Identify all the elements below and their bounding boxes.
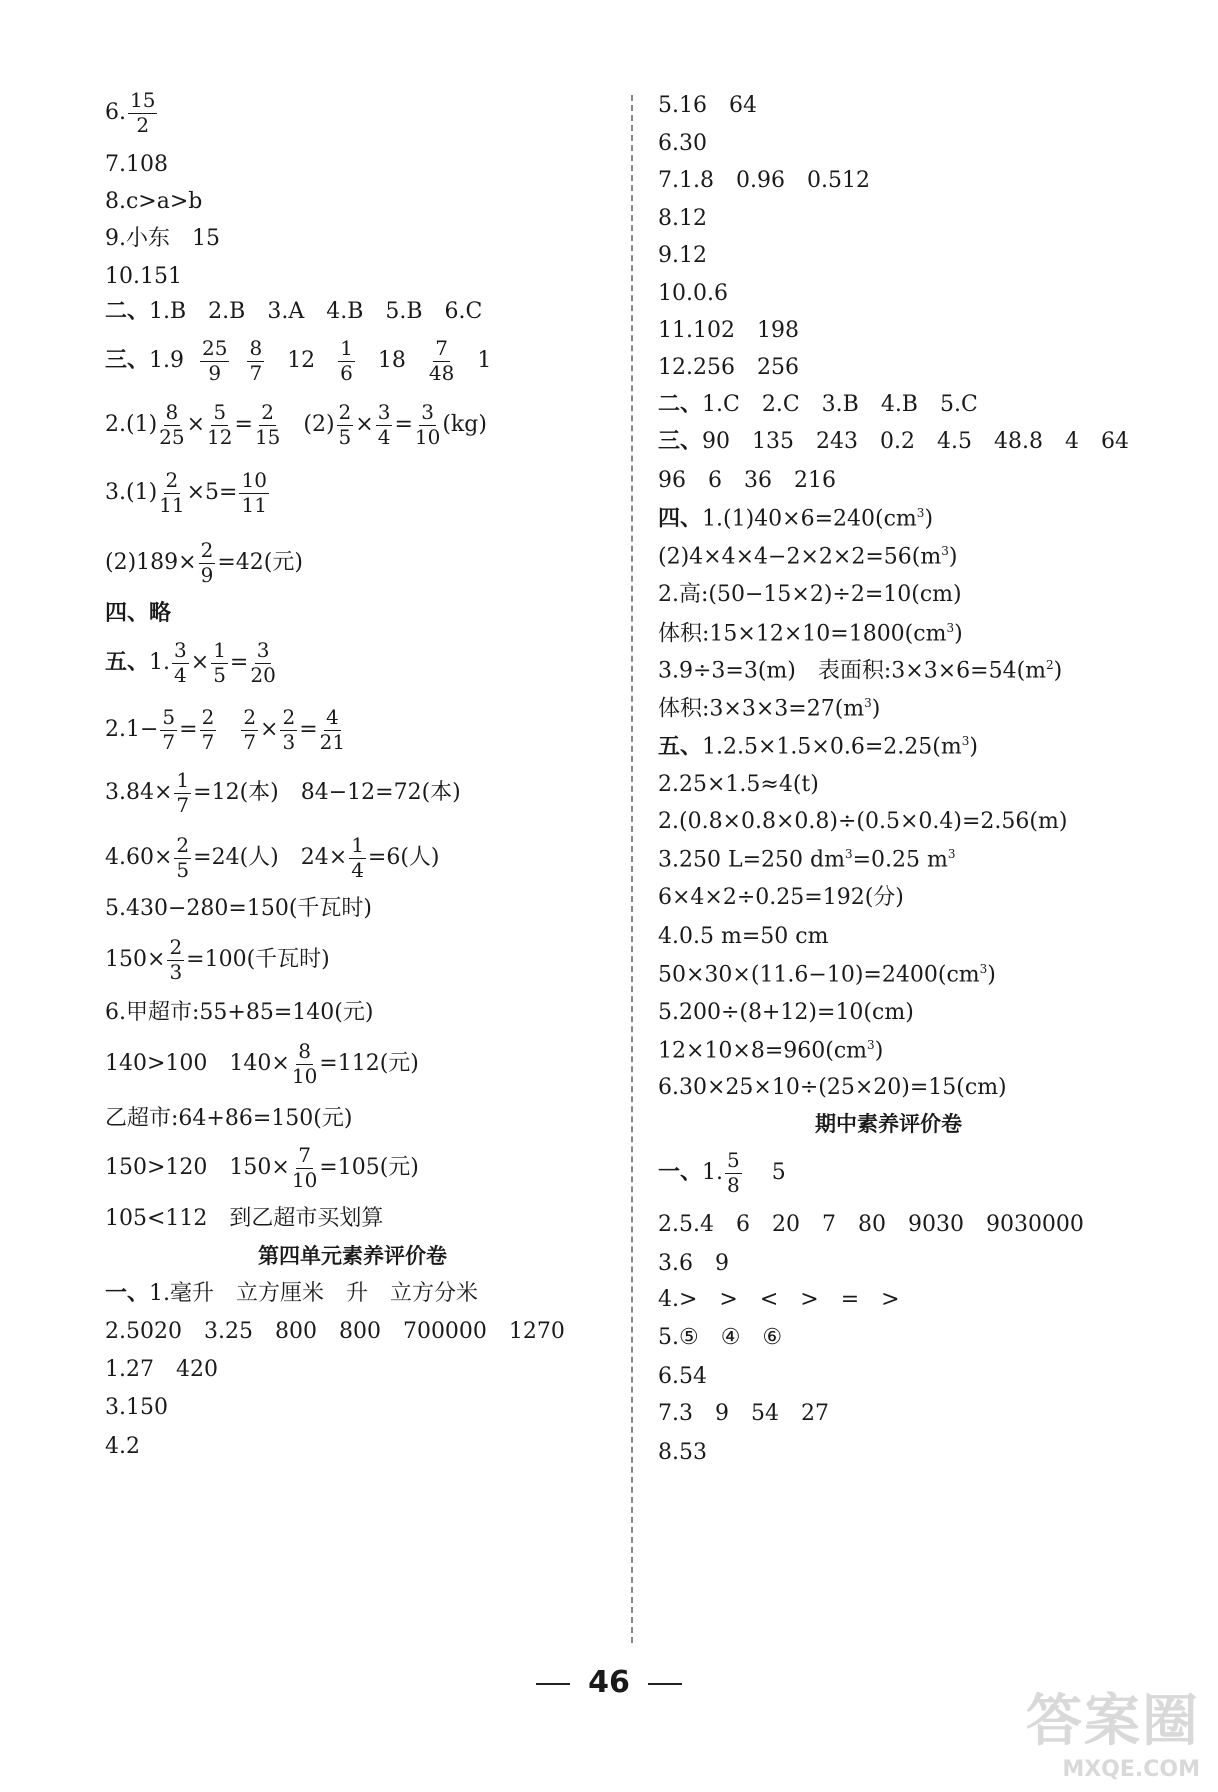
answer-line: 6×4×2÷0.25=192(分)	[658, 885, 904, 910]
answer-line: 4.0.5 m=50 cm	[658, 924, 829, 949]
answer-line: 6.54	[658, 1364, 707, 1389]
answer-line: 3.250 L=250 $dm^3=0.25$ $m^3$	[658, 847, 956, 873]
answer-line: 5.16 64	[658, 93, 757, 118]
answer-line: 8.12	[658, 206, 707, 231]
answer-line: 10.151	[105, 264, 182, 289]
answer-line: 五、$1.2.5\times 1.5\times 0.6=2.25(m^3)$	[658, 734, 978, 760]
answer-line: 2.5020 3.25 800 800 700000 1270	[105, 1319, 565, 1344]
answer-line: 150>120 150× $\frac{7}{10}$ =105(元)	[105, 1143, 419, 1192]
answer-line: 二、1.C 2.C 3.B 4.B 5.C	[658, 392, 978, 417]
answer-line: 105<112 到乙超市买划算	[105, 1206, 384, 1231]
watermark-logo: 答案圈 MXQE.COM	[1026, 1689, 1200, 1782]
answer-line: 2.高:(50−15×2)÷2=10(cm)	[658, 582, 962, 607]
answer-line: 6.30×25×10÷(25×20)=15(cm)	[658, 1075, 1007, 1100]
section-title: 第四单元素养评价卷	[258, 1244, 447, 1268]
answer-line: 乙超市:64+86=150(元)	[105, 1106, 353, 1131]
answer-line: 2.25×1.5≈4(t)	[658, 772, 819, 797]
answer-line: 8.c>a>b	[105, 189, 203, 214]
answer-line: 96 6 36 216	[658, 468, 836, 493]
answer-line: (2)189× $\frac{2}{9}$ =42(元)	[105, 538, 303, 587]
answer-line: 7.108	[105, 152, 168, 177]
answer-line: 四、略	[105, 601, 172, 626]
answer-line: 体积$:3\times 3\times 3=27(m^3)$	[658, 696, 881, 722]
answer-line: 3.9÷3=3(m) 表面积$:3\times 3\times 6=54(m^2)$	[658, 658, 1063, 684]
answer-line: 9.小东 15	[105, 226, 220, 251]
answer-line: 6.30	[658, 131, 707, 156]
answer-line: 6. $\frac{15}{2}$	[105, 88, 156, 137]
answer-line: 3.84× $\frac{1}{7}$ =12(本) 84−12=72(本)	[105, 768, 461, 817]
answer-line: 三、1.9 $\frac{25}{9}$ $\frac{8}{7}$ 12 $\frac{1}{6}$ 18 $\frac{7}{48}$ 1	[105, 336, 492, 385]
answer-line: 一、1.毫升 立方厘米 升 立方分米	[105, 1281, 479, 1306]
answer-line: 10.0.6	[658, 281, 728, 306]
answer-line: 2.1− $\frac{5}{7}$ = $\frac{2}{7}$ $\frac{2}{7}$ × $\frac{2}{3}$ = $\frac{4}{21}$	[105, 705, 346, 754]
answer-line: 3.(1) $\frac{2}{11}$ ×5= $\frac{10}{11}$	[105, 468, 267, 517]
answer-line: 9.12	[658, 243, 707, 268]
answer-line: 7.1.8 0.96 0.512	[658, 168, 870, 193]
answer-line: 5.⑤ ④ ⑥	[658, 1325, 783, 1350]
answer-line: 2.5.4 6 20 7 80 9030 9030000	[658, 1212, 1084, 1237]
answer-line: 1.27 420	[105, 1357, 218, 1382]
answer-line: $(2)4\times 4\times 4-2\times 2\times 2=56(m^3)$	[658, 544, 958, 570]
answer-line: 2.(1) $\frac{8}{25}$ × $\frac{5}{12}$ = $\frac{2}{15}$ (2) $\frac{2}{5}$ × $\frac{3}{4}$ = $\frac{3}{10}$ (kg)	[105, 400, 487, 449]
answer-line: 2.(0.8×0.8×0.8)÷(0.5×0.4)=2.56(m)	[658, 809, 1068, 834]
column-divider	[631, 95, 633, 1643]
answer-line: 体积$:15\times 12\times 10=1800(cm^3)$	[658, 621, 963, 647]
answer-line: 7.3 9 54 27	[658, 1401, 829, 1426]
answer-line: 140>100 140× $\frac{8}{10}$ =112(元)	[105, 1039, 419, 1088]
answer-line: 四、$1.(1)40\times 6=240(cm^3)$	[658, 506, 934, 532]
answer-line: 5.430−280=150(千瓦时)	[105, 896, 372, 921]
answer-line: 3.150	[105, 1395, 168, 1420]
answer-line: $12\times 10\times 8=960(cm^3)$	[658, 1038, 884, 1064]
answer-line: 4.60× $\frac{2}{5}$ =24(人) 24× $\frac{1}{4}$ =6(人)	[105, 833, 440, 882]
answer-line: 4.2	[105, 1434, 140, 1459]
answer-line: 二、1.B 2.B 3.A 4.B 5.B 6.C	[105, 299, 483, 324]
answer-line: 三、90 135 243 0.2 4.5 48.8 4 64	[658, 429, 1129, 454]
answer-line: 一、1. $\frac{5}{8}$ 5	[658, 1148, 786, 1197]
answer-line: 150× $\frac{2}{3}$ =100(千瓦时)	[105, 935, 330, 984]
answer-line: 8.53	[658, 1440, 707, 1465]
fraction: $\frac{15}{2}$	[130, 88, 156, 137]
answer-line: 4.> > < > = >	[658, 1287, 900, 1312]
answer-line: 五、1. $\frac{3}{4}$ × $\frac{1}{5}$ = $\frac{3}{20}$	[105, 638, 276, 687]
answer-line: $50\times 30\times(11.6-10)=2400(cm^3)$	[658, 962, 996, 988]
section-title: 期中素养评价卷	[815, 1112, 962, 1136]
answer-line: 11.102 198	[658, 318, 799, 343]
answer-line: 6.甲超市:55+85=140(元)	[105, 1000, 374, 1025]
answer-line: 12.256 256	[658, 355, 799, 380]
answer-line: 3.6 9	[658, 1251, 729, 1276]
page-number: 46	[0, 1665, 1218, 1700]
answer-line: 5.200÷(8+12)=10(cm)	[658, 1000, 914, 1025]
